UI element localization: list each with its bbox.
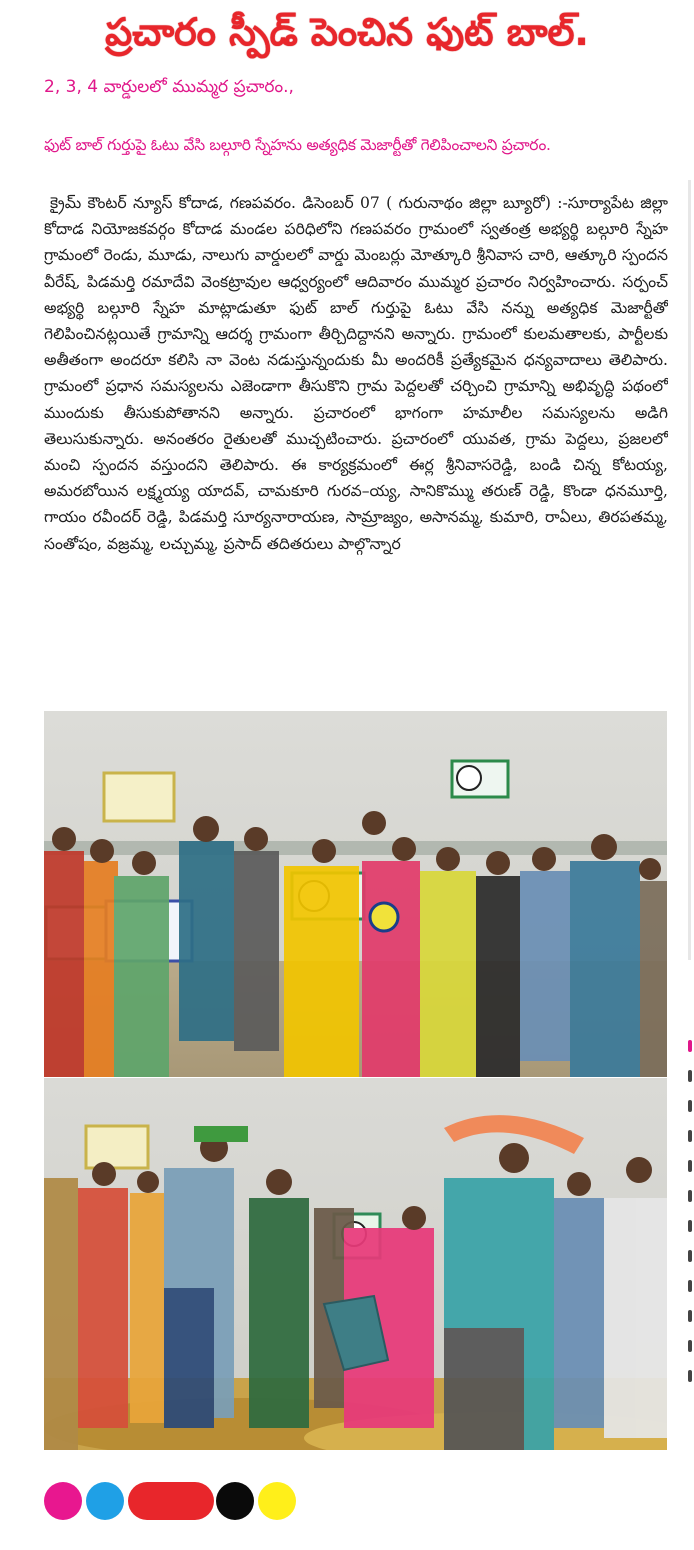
red-mark [128,1482,214,1520]
magenta-mark [44,1482,82,1520]
campaign-group-photo [44,711,667,1077]
subhead-appeal: ఫుట్ బాల్ గుర్తుపై ఓటు వేసి బల్గూరి స్నేహను అత్యధిక మెజార్టీతో గెలిపించాలని ప్రచారం. [44,136,551,154]
cyan-mark [86,1482,124,1520]
adjacent-column-fragment [686,1040,694,1420]
adjacent-page-edge [688,180,691,960]
article-body: క్రైమ్ కౌంటర్ న్యూస్ కోదాడ, గణపవరం. డిసెంబర్ 07 ( గురునాథం జిల్లా బ్యూరో) :-సూర్యాపేట జిల్లా కోదాడ నియోజకవర్గం కోదాడ మండల పరిధిలోని గణపవరం గ్రామంలో స్వతంత్ర అభ్యర్థి బల్గూరి స్నేహ గ్రామంలో రెండు, మూడు, నాలుగు వార్డులలో వార్డు మెంబర్లు మోత్కూరి శ్రీనివాస చారి, ఆత్కూరి స్పందన వీరేష్, పిడమర్తి రమాదేవి వెంకట్రావుల ఆధ్వర్యంలో ఆదివారం ముమ్మర ప్రచారం నిర్వహించారు. సర్పంచ్ అభ్యర్థి బల్గూరి స్నేహ మాట్లాడుతూ ఫుట్ బాల్ గుర్తుపై ఓటు వేసి నన్ను అత్యధిక మెజార్టీతో గెలిపించినట్లయితే గ్రామాన్ని ఆదర్శ గ్రామంగా తీర్చిదిద్దానని అన్నారు. గ్రామంలో కులమతాలకు, పార్టీలకు అతీతంగా అందరూ కలిసి నా వెంట నడుస్తున్నందుకు మీ అందరికీ ప్రత్యేకమైన ధన్యవాదాలు తెలిపారు. గ్రామంలో ప్రధాన సమస్యలను ఎజెండాగా తీసుకొని గ్రామ పెద్దలతో చర్చించి గ్రామాన్ని అభివృద్ధి పథంలో ముందుకు తీసుకుపోతానని అన్నారు. ప్రచారంలో భాగంగా హమాలీల సమస్యలను అడిగి తెలుసుకున్నారు. అనంతరం రైతులతో ముచ్చటించారు. ప్రచారంలో యువత, గ్రామ పెద్దలు, ప్రజలలో మంచి స్పందన వస్తుందని తెలిపారు. ఈ కార్యక్రమంలో ఈర్ల శ్రీనివాసరెడ్డి, బండి చిన్న కోటయ్య, అమరబోయిన లక్ష్మయ్య యాదవ్, చామకూరి గురవ–య్య, సానికొమ్ము తరుణ్ రెడ్డి, కొండా ధనమూర్తి, గాయం రవీందర్ రెడ్డి, పిడమర్తి సూర్యనారాయణ, సామ్రాజ్యం, అసానమ్మ, కుమారి, రాఏలు, తిరపతమ్మ, సంతోషం, వజ్రమ్మ, లచ్చుమ్మ, ప్రసాద్ తదితరులు పాల్గొన్నార [44,194,668,553]
black-mark [216,1482,254,1520]
yellow-mark [258,1482,296,1520]
subhead-wards: 2, 3, 4 వార్డులలో ముమ్మర ప్రచారం., [44,77,294,97]
grain-market-photo [44,1078,667,1450]
headline: ప్రచారం స్పీడ్ పెంచిన ఫుట్ బాల్. [105,10,589,54]
